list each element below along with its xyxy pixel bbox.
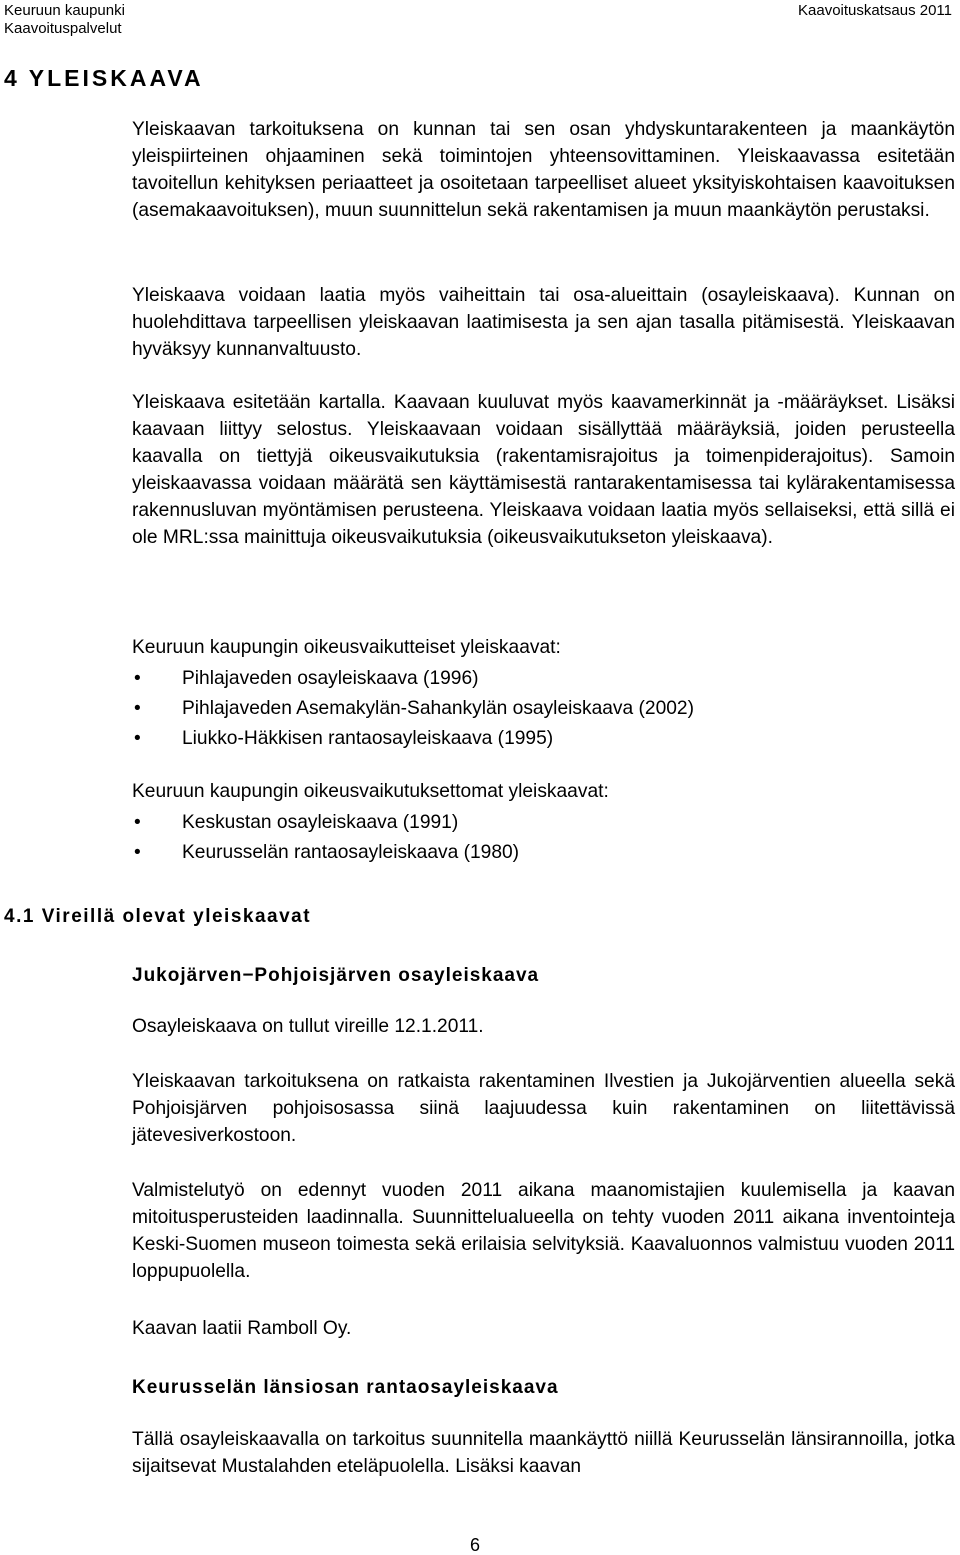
list-label: Keuruun kaupungin oikeusvaikutuksettomat yleiskaavat: bbox=[132, 781, 609, 802]
organization-name: Keuruun kaupunki bbox=[4, 2, 125, 19]
plan-author: Kaavan laatii Ramboll Oy. bbox=[132, 1318, 352, 1339]
bullet-icon: • bbox=[134, 698, 141, 719]
list-item: • Liukko-Häkkisen rantaosayleiskaava (1995) bbox=[132, 724, 694, 754]
list-item: • Pihlajaveden osayleiskaava (1996) bbox=[132, 664, 694, 694]
page-header-right bbox=[798, 2, 952, 20]
plan-title: Keurusselän länsiosan rantaosayleiskaava bbox=[132, 1377, 559, 1398]
plan-title: Jukojärven−Pohjoisjärven osayleiskaava bbox=[132, 965, 540, 986]
page-number: 6 bbox=[470, 1535, 481, 1555]
legal-plans-list bbox=[132, 664, 694, 754]
list-item: • Pihlajaveden Asemakylän-Sahankylän osayleiskaava (2002) bbox=[132, 694, 694, 724]
paragraph: Yleiskaavan tarkoituksena on kunnan tai sen osan yhdyskuntarakenteen ja maankäytön yleispiirteinen ohjaaminen sekä toimintojen yhteensovittaminen. Yleiskaavassa esitetään tavoitellun kehityksen periaatteet ja osoitetaan tarpeelliset alueet yksityiskohtaisen kaavoituksen (asemakaavoituksen), muun suunnittelun sekä rakentamisen ja muun maankäytön perustaksi. bbox=[132, 119, 955, 221]
section-heading: 4 YLEISKAAVA bbox=[4, 65, 204, 91]
bullet-icon: • bbox=[134, 728, 141, 749]
plan-status: Osayleiskaava on tullut vireille 12.1.2011. bbox=[132, 1016, 484, 1037]
paragraph: Yleiskaava esitetään kartalla. Kaavaan kuuluvat myös kaavamerkinnät ja -määräykset. Lisäksi kaavaan liittyy selostus. Yleiskaavaan voidaan sisällyttää määräyksiä, joiden perusteella kaavalla on tiettyjä oikeusvaikutuksia (rakentamisrajoitus ja toimenpiderajoitus). Samoin yleiskaavassa voidaan määrätä sen käyttämisestä rantarakentamisessa tai kylärakentamisessa rakennusluvan myöntämisen perusteena. Yleiskaava voidaan laatia myös sellaiseksi, että sillä ei ole MRL:ssa mainittuja oikeusvaikutuksia (oikeusvaikutukseton yleiskaava). bbox=[132, 392, 955, 548]
bullet-icon: • bbox=[134, 668, 141, 689]
list-item: • Keskustan osayleiskaava (1991) bbox=[132, 808, 519, 838]
page-header-left bbox=[4, 2, 125, 38]
list-item: • Keurusselän rantaosayleiskaava (1980) bbox=[132, 838, 519, 868]
paragraph: Yleiskaava voidaan laatia myös vaiheittain tai osa-alueittain (osayleiskaava). Kunnan on huolehdittava tarpeellisen yleiskaavan laatimisesta ja sen ajan tasalla pitämisestä. Yleiskaavan hyväksyy kunnanvaltuusto. bbox=[132, 285, 955, 360]
bullet-icon: • bbox=[134, 812, 141, 833]
paragraph: Valmistelutyö on edennyt vuoden 2011 aikana maanomistajien kuulemisella ja kaavan mitoitusperusteiden laadinnalla. Suunnittelualueella on tehty vuoden 2011 aikana inventointeja Keski-Suomen museon toimesta sekä erilaisia selvityksiä. Kaavaluonnos valmistuu vuoden 2011 loppupuolella. bbox=[132, 1180, 955, 1282]
bullet-icon: • bbox=[134, 842, 141, 863]
paragraph: Tällä osayleiskaavalla on tarkoitus suunnitella maankäyttö niillä Keurusselän länsirannoilla, jotka sijaitsevat Mustalahden eteläpuolella. Lisäksi kaavan bbox=[132, 1429, 955, 1477]
document-title: Kaavoituskatsaus 2011 bbox=[798, 2, 952, 19]
subsection-heading: 4.1 Vireillä olevat yleiskaavat bbox=[4, 906, 312, 927]
nonlegal-plans-list bbox=[132, 808, 519, 868]
department-name: Kaavoituspalvelut bbox=[4, 20, 122, 37]
list-label: Keuruun kaupungin oikeusvaikutteiset yleiskaavat: bbox=[132, 637, 561, 658]
paragraph: Yleiskaavan tarkoituksena on ratkaista rakentaminen Ilvestien ja Jukojärventien alueella sekä Pohjoisjärven pohjoisosassa siinä laajuudessa kuin rakentaminen on liitettävissä jätevesiverkostoon. bbox=[132, 1071, 955, 1146]
